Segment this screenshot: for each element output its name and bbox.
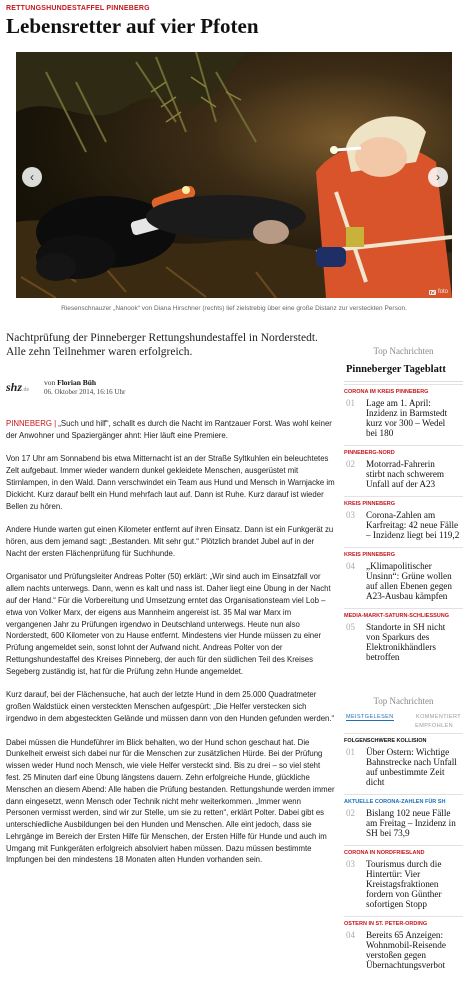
news-title-line: Übernachtungsverbot <box>366 960 446 970</box>
news-item[interactable] <box>344 845 463 909</box>
photo-caption: Riesenschnauzer „Nanook“ von Diana Hirschner (rechts) lief zielstrebig über eine große Distanz zur versteckten Person. <box>61 305 407 312</box>
news-title-line: A23-Ausbau kämpfen <box>366 591 448 601</box>
news-title-line: kurz vor 300 – Wedel <box>366 418 446 428</box>
gallery-prev-button[interactable] <box>22 167 42 187</box>
news-category: OSTERN IN ST. PETER-ORDING <box>344 921 428 927</box>
divider <box>344 381 463 382</box>
news-title-line: Motorrad-Fahrerin <box>366 459 435 469</box>
news-item[interactable] <box>344 794 463 838</box>
news-title-line: dicht <box>366 777 385 787</box>
news-title-line: bei 180 <box>366 428 394 438</box>
top-news-list <box>344 384 463 662</box>
news-title-line: Karfreitag: 42 neue Fälle <box>366 520 459 530</box>
page-title: Lebensretter auf vier Pfoten <box>6 14 259 38</box>
news-item[interactable] <box>344 496 463 540</box>
news-title[interactable] <box>366 459 463 489</box>
photo-gallery[interactable] <box>16 52 452 298</box>
news-title-line: Unfall auf der A23 <box>366 479 436 489</box>
news-category: PINNEBERG-NORD <box>344 450 395 456</box>
top-news-sidebar <box>344 346 463 669</box>
news-rank: 02 <box>346 459 355 469</box>
news-title-line: Bereits 65 Anzeigen: <box>366 930 444 940</box>
news-item[interactable] <box>344 384 463 438</box>
shz-logo[interactable]: shz.de <box>6 380 30 394</box>
dateline: PINNEBERG | <box>6 419 57 428</box>
news-title-line: Standorte in SH nicht <box>366 622 446 632</box>
news-title-line: Kreistagsfraktionen <box>366 879 439 889</box>
news-title-line: Unsinn“: Grüne wollen <box>366 571 452 581</box>
news-title-line: Bislang 102 neue Fälle <box>366 808 451 818</box>
paragraph: Dabei müssen die Hundeführer im Blick behalten, wo der Hund schon geschaut hat. Die Dunkelheit erweist sich dabei nur für die Menschen zur zusätzlichen Hürde. Bei der Prüfung wissen weder Hund noch Mensch, wie viele Helfer versteckt sind. Bis zu drei – so viel steht fest. 25 Minuten darf eine Übung längstens dauern. Zehn erfolgreiche Hunde, glückliche Menschen an diesem Abend: Alle haben die Prüfung bestanden. Rettungshunde werden immer dann eingesetzt, wenn Mensch oder Technik nicht mehr weiterkommen. „Immer wenn Personen vermisst werden, sind wir zur Stelle, um sie zu retten“, erklärt Polter. Dabei gibt es unterschiedliche Ausbildungen bei den Hunden und Menschen. Alle eint jedoch, dass sie Lehrgänge im Bereich der Ersten Hilfe für Menschen, der Ersten Hilfe für Hunde und auch im Umgang mit Funkgeräten erfolgreich absolviert haben müssen. Dazu müssen bestimmte Impfungen bei den mindestens 18 Monaten alten Hunden vorhanden sein. <box>6 737 335 865</box>
news-item[interactable] <box>344 733 463 787</box>
news-rank: 01 <box>346 747 355 757</box>
news-title-line: auf allen Ebenen gegen <box>366 581 452 591</box>
news-title-line: fordern von Günther <box>366 889 442 899</box>
news-item[interactable] <box>344 916 463 970</box>
news-title[interactable] <box>366 622 463 662</box>
gallery-next-button[interactable] <box>428 167 448 187</box>
gallery-photo <box>16 52 452 298</box>
top-news-heading: Top Nachrichten <box>373 346 434 356</box>
news-tabs-row-2 <box>344 723 463 729</box>
paragraph: Andere Hunde warten gut einen Kilometer entfernt auf ihren Einsatz. Dann ist ein Funkgerät zu hören, aus dem jemand sagt: „Bestanden. Mit sehr gut.“ Plötzlich brandet Jubel auf in der Nacht der ersten Flächenprüfung für Suchhunde. <box>6 525 334 558</box>
author-name[interactable]: Florian Büh <box>57 378 97 387</box>
news-title[interactable] <box>366 930 463 970</box>
news-title-line: „Klimapolitischer <box>366 561 432 571</box>
news-title-line: verstoßen gegen <box>366 950 426 960</box>
news-title[interactable] <box>366 510 463 540</box>
publish-date: 06. Oktober 2014, 16:16 Uhr <box>44 388 126 396</box>
news-title[interactable] <box>366 561 463 601</box>
news-title[interactable] <box>366 747 463 787</box>
news-title-line: Hintertür: Vier <box>366 869 421 879</box>
author-line: von Florian Büh <box>44 378 97 387</box>
news-category: CORONA IM KREIS PINNEBERG <box>344 389 429 395</box>
news-rank: 05 <box>346 622 355 632</box>
news-item[interactable] <box>344 547 463 601</box>
top-news-sidebar-2 <box>344 696 463 977</box>
news-title[interactable] <box>366 398 463 438</box>
news-category: FOLGENSCHWERE KOLLISION <box>344 738 427 744</box>
photo-credit <box>429 289 448 295</box>
photo-credit-label: foto <box>437 289 448 295</box>
tab-most-commented[interactable]: KOMMENTIERT <box>416 714 461 720</box>
paragraph: Von 17 Uhr am Sonnabend bis etwa Mitternacht ist an der Straße Syltkuhlen ein beleuchtetes Zelt aufgebaut. Immer wieder wandern dunkel gekleidete Menschen, ausgerüstet mit Stirnlampen, in den Wald. Dann verschwindet ein Team aus Hund und Mensch in Warnjacke im Dickicht. Kurz darauf bellt ein Hund mehrfach laut auf. Dann ist Ruhe. Kurz darauf ist wieder Bellen zu hören. <box>6 454 335 511</box>
news-rank: 04 <box>346 561 355 571</box>
brand-name[interactable]: Pinneberger Tageblatt <box>346 364 446 375</box>
chevron-right-icon: › <box>436 170 440 184</box>
article-body <box>6 418 336 878</box>
news-title-line: Corona-Zahlen am <box>366 510 436 520</box>
news-category: MEDIA-MARKT-SATURN-SCHLIESSUNG <box>344 613 450 619</box>
news-item[interactable] <box>344 445 463 489</box>
news-title-line: – Inzidenz liegt bei 119,2 <box>366 530 460 540</box>
news-rank: 04 <box>346 930 355 940</box>
news-category: CORONA IN NORDFRIESLAND <box>344 850 425 856</box>
news-title-line: von Sparkurs des <box>366 632 430 642</box>
news-rank: 03 <box>346 859 355 869</box>
news-title-line: am Freitag – Inzidenz in <box>366 818 456 828</box>
news-category: AKTUELLE CORONA-ZAHLEN FÜR SH <box>344 799 446 805</box>
news-rank: 01 <box>346 398 355 408</box>
top-news-list-2 <box>344 733 463 970</box>
news-title-line: SH bei 73,9 <box>366 828 410 838</box>
news-title-line: sofortigen Stopp <box>366 899 427 909</box>
news-title-line: betroffen <box>366 652 400 662</box>
paragraph: Kurz darauf, bei der Flächensuche, hat auch der letzte Hund in dem 25.000 Quadratmeter großen Waldstück einen versteckten Menschen aufgespürt: „Die Helfer verstecken sich irgendwo in dem abgesteckten Gelände und müssen dann von den Hunden gefunden werden.“ <box>6 690 335 723</box>
news-title[interactable] <box>366 859 463 909</box>
camera-icon <box>429 290 436 295</box>
paragraph: PINNEBERG | „Such und hilf“, schallt es durch die Nacht im Rantzauer Forst. Was wohl keiner der Anwohner und Spaziergänger ahnt: Hier läuft eine Premiere. <box>6 419 332 440</box>
news-tabs <box>344 714 463 721</box>
tab-most-read[interactable]: MEISTGELESEN <box>346 714 394 720</box>
tab-recommended[interactable]: EMPFOHLEN <box>415 723 453 729</box>
chevron-left-icon: ‹ <box>30 170 34 184</box>
news-title-line: Lage am 1. April: <box>366 398 431 408</box>
news-title-line: Tourismus durch die <box>366 859 442 869</box>
news-category: KREIS PINNEBERG <box>344 552 396 558</box>
news-title-line: Über Ostern: Wichtige <box>366 747 450 757</box>
top-news-heading-2: Top Nachrichten <box>373 696 434 706</box>
news-rank: 02 <box>346 808 355 818</box>
paragraph: Organisator und Prüfungsleiter Andreas Polter (50) erklärt: „Wir sind auch im Einsatzfall vor allem nachts unterwegs. Dann, wenn es kalt und nass ist. Daher liegt eine Übung in der Nacht auf der Hand.“ Für die Vorbereitung und Umsetzung erntet das Organisationsteam viel Lob – etwa von Volker Marx, der eigens aus Mannheim angereist ist. 35 Mal war Marx im vergangenen Jahr zu Prüfungen irgendwo in Deutschland unterwegs. Heute nun also Norderstedt, 600 Kilometer von zu Hause entfernt. Mindestens vier Hunde müssen zu einer Prüfung angemeldet sein, sonst lohnt der Aufwand nicht. Andreas Polter von der Rettungshundestaffel des Kreises Pinneberg, der auch für den südlichen Teil des Kreises Segeberg zuständig ist, hat für die Prüfung zehn Hunde angemeldet. <box>6 572 331 676</box>
news-title-line: stirbt nach schwerem <box>366 469 445 479</box>
news-title-line: Bahnstrecke nach Unfall <box>366 757 457 767</box>
article-teaser: Nachtprüfung der Pinneberger Rettungshundestaffel in Norderstedt. Alle zehn Teilnehmer waren erfolgreich. <box>6 332 318 358</box>
news-title-line: auf unbestimmte Zeit <box>366 767 445 777</box>
news-title-line: Inzidenz in Barmstedt <box>366 408 448 418</box>
news-rank: 03 <box>346 510 355 520</box>
author-block <box>6 376 336 400</box>
news-title-line: Wohnmobil-Reisende <box>366 940 446 950</box>
news-category: KREIS PINNEBERG <box>344 501 396 507</box>
article-kicker: RETTUNGSHUNDESTAFFEL PINNEBERG <box>6 5 150 12</box>
news-item[interactable] <box>344 608 463 662</box>
news-title-line: Elektronikhändlers <box>366 642 436 652</box>
news-title[interactable] <box>366 808 463 838</box>
